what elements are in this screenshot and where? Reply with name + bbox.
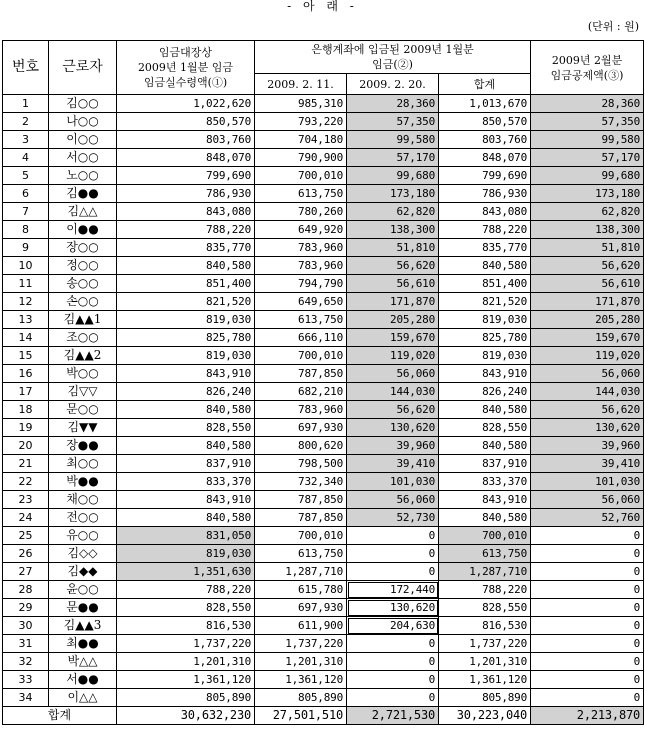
cell-deduction: 56,060 [531,365,644,383]
cell-deduction: 51,810 [531,239,644,257]
cell-worker: 김◇◇ [49,545,117,563]
cell-paid-feb11: 697,930 [255,599,347,617]
cell-no: 12 [3,293,49,311]
cell-worker: 채○○ [49,491,117,509]
header-deduct-line1: 2009년 2월분 [551,53,623,67]
cell-paid-feb11: 1,287,710 [255,563,347,581]
cell-paid-feb11: 611,900 [255,617,347,635]
cell-paid-total: 788,220 [439,581,531,599]
cell-paid-feb11: 666,110 [255,329,347,347]
cell-paid-feb11: 649,650 [255,293,347,311]
cell-no: 3 [3,131,49,149]
table-row [3,455,644,473]
cell-worker: 손○○ [49,293,117,311]
cell-ledger-amount: 1,361,120 [117,671,255,689]
cell-paid-feb11: 787,850 [255,365,347,383]
cell-paid-total: 843,910 [439,491,531,509]
cell-no: 21 [3,455,49,473]
cell-no: 11 [3,275,49,293]
cell-paid-total: 1,201,310 [439,653,531,671]
cell-deduction: 0 [531,689,644,707]
cell-paid-total: 819,030 [439,311,531,329]
table-row [3,581,644,599]
cell-deduction: 57,350 [531,113,644,131]
cell-paid-total: 840,580 [439,437,531,455]
cell-ledger-amount: 1,737,220 [117,635,255,653]
cell-worker: 조○○ [49,329,117,347]
cell-deduction: 56,620 [531,257,644,275]
cell-paid-feb20: 130,620 [347,419,439,437]
cell-paid-total: 799,690 [439,167,531,185]
cell-ledger-amount: 831,050 [117,527,255,545]
cell-paid-feb20: 56,060 [347,365,439,383]
cell-worker: 김○○ [49,95,117,113]
table-row [3,131,644,149]
table-row [3,347,644,365]
cell-ledger-amount: 840,580 [117,401,255,419]
cell-paid-feb20: 0 [347,671,439,689]
total-ledger: 30,632,230 [117,707,255,725]
cell-paid-total: 848,070 [439,149,531,167]
cell-paid-feb11: 1,361,120 [255,671,347,689]
cell-paid-total: 825,780 [439,329,531,347]
cell-paid-feb11: 783,960 [255,239,347,257]
cell-paid-total: 843,080 [439,203,531,221]
cell-paid-feb11: 732,340 [255,473,347,491]
cell-deduction: 99,580 [531,131,644,149]
cell-deduction: 130,620 [531,419,644,437]
cell-paid-feb20: 130,620 [347,599,439,617]
cell-paid-feb20: 99,580 [347,131,439,149]
table-row [3,599,644,617]
cell-deduction: 99,680 [531,167,644,185]
cell-paid-feb11: 700,010 [255,167,347,185]
cell-deduction: 0 [531,599,644,617]
cell-paid-total: 803,760 [439,131,531,149]
cell-ledger-amount: 1,022,620 [117,95,255,113]
table-row [3,95,644,113]
cell-no: 22 [3,473,49,491]
cell-worker: 서○○ [49,149,117,167]
table-row [3,401,644,419]
cell-worker: 박○○ [49,365,117,383]
cell-paid-feb20: 52,730 [347,509,439,527]
cell-worker: 이○○ [49,131,117,149]
cell-paid-feb20: 0 [347,563,439,581]
table-row [3,509,644,527]
cell-no: 24 [3,509,49,527]
cell-ledger-amount: 788,220 [117,581,255,599]
total-paid: 30,223,040 [439,707,531,725]
cell-ledger-amount: 850,570 [117,113,255,131]
table-row [3,635,644,653]
cell-paid-feb11: 783,960 [255,401,347,419]
cell-paid-feb11: 787,850 [255,491,347,509]
cell-worker: 서●● [49,671,117,689]
cell-no: 27 [3,563,49,581]
cell-paid-total: 1,361,120 [439,671,531,689]
cell-paid-total: 840,580 [439,401,531,419]
cell-paid-total: 826,240 [439,383,531,401]
cell-ledger-amount: 821,520 [117,293,255,311]
cell-worker: 나○○ [49,113,117,131]
header-bank-line2: 임금(②) [372,58,413,71]
cell-paid-total: 1,013,670 [439,95,531,113]
cell-paid-total: 835,770 [439,239,531,257]
cell-ledger-amount: 1,201,310 [117,653,255,671]
cell-paid-feb20: 205,280 [347,311,439,329]
cell-no: 1 [3,95,49,113]
cell-paid-feb11: 613,750 [255,545,347,563]
cell-ledger-amount: 826,240 [117,383,255,401]
cell-worker: 노○○ [49,167,117,185]
cell-no: 10 [3,257,49,275]
cell-deduction: 56,620 [531,401,644,419]
cell-paid-feb11: 704,180 [255,131,347,149]
cell-worker: 정○○ [49,257,117,275]
cell-deduction: 144,030 [531,383,644,401]
header-ledger-line3: 임금실수령액(①) [143,76,228,89]
cell-no: 31 [3,635,49,653]
cell-worker: 전○○ [49,509,117,527]
cell-ledger-amount: 840,580 [117,437,255,455]
cell-ledger-amount: 837,910 [117,455,255,473]
cell-ledger-amount: 819,030 [117,545,255,563]
cell-paid-feb20: 138,300 [347,221,439,239]
cell-paid-feb20: 28,360 [347,95,439,113]
cell-no: 26 [3,545,49,563]
cell-paid-total: 843,910 [439,365,531,383]
cell-paid-feb11: 613,750 [255,311,347,329]
cell-paid-total: 851,400 [439,275,531,293]
cell-paid-feb20: 171,870 [347,293,439,311]
cell-paid-feb20: 62,820 [347,203,439,221]
cell-worker: 최●● [49,635,117,653]
cell-paid-feb20: 0 [347,635,439,653]
cell-worker: 김◆◆ [49,563,117,581]
cell-deduction: 0 [531,671,644,689]
table-row [3,491,644,509]
table-row [3,293,644,311]
cell-ledger-amount: 799,690 [117,167,255,185]
cell-paid-feb20: 57,170 [347,149,439,167]
cell-paid-feb20: 101,030 [347,473,439,491]
cell-paid-feb11: 697,930 [255,419,347,437]
cell-deduction: 138,300 [531,221,644,239]
cell-ledger-amount: 828,550 [117,419,255,437]
table-row [3,437,644,455]
cell-paid-feb11: 985,310 [255,95,347,113]
cell-paid-total: 840,580 [439,509,531,527]
cell-no: 8 [3,221,49,239]
header-ledger-line1: 임금대장상 [158,46,213,59]
cell-paid-total: 821,520 [439,293,531,311]
cell-paid-feb20: 0 [347,545,439,563]
cell-no: 14 [3,329,49,347]
cell-paid-feb20: 0 [347,527,439,545]
total-row [3,707,644,725]
cell-ledger-amount: 833,370 [117,473,255,491]
cell-paid-feb11: 613,750 [255,185,347,203]
cell-paid-feb20: 56,620 [347,401,439,419]
cell-worker: 문○○ [49,401,117,419]
cell-deduction: 119,020 [531,347,644,365]
cell-no: 29 [3,599,49,617]
cell-no: 17 [3,383,49,401]
cell-deduction: 0 [531,545,644,563]
cell-deduction: 205,280 [531,311,644,329]
cell-paid-feb20: 56,610 [347,275,439,293]
cell-deduction: 0 [531,527,644,545]
table-row [3,203,644,221]
cell-paid-feb11: 800,620 [255,437,347,455]
unit-note: (단위 : 원) [587,20,639,33]
table-row [3,257,644,275]
cell-paid-feb11: 780,260 [255,203,347,221]
cell-no: 32 [3,653,49,671]
cell-deduction: 62,820 [531,203,644,221]
cell-deduction: 159,670 [531,329,644,347]
cell-paid-feb11: 790,900 [255,149,347,167]
cell-worker: 김▲▲1 [49,311,117,329]
cell-worker: 김●● [49,185,117,203]
cell-worker: 김▲▲3 [49,617,117,635]
cell-no: 6 [3,185,49,203]
cell-paid-feb20: 57,350 [347,113,439,131]
cell-worker: 장●● [49,437,117,455]
table-row [3,545,644,563]
cell-paid-total: 788,220 [439,221,531,239]
cell-paid-total: 833,370 [439,473,531,491]
cell-paid-total: 840,580 [439,257,531,275]
cell-worker: 박●● [49,473,117,491]
header-date1: 2009. 2. 11. [255,74,347,95]
cell-no: 19 [3,419,49,437]
cell-paid-total: 837,910 [439,455,531,473]
cell-paid-total: 786,930 [439,185,531,203]
cell-paid-feb20: 39,410 [347,455,439,473]
cell-paid-feb11: 805,890 [255,689,347,707]
total-feb20: 2,721,530 [347,707,439,725]
cell-worker: 이△△ [49,689,117,707]
cell-deduction: 0 [531,653,644,671]
cell-paid-total: 828,550 [439,419,531,437]
cell-paid-feb20: 159,670 [347,329,439,347]
header-ledger-line2: 2009년 1월분 임금 [137,61,234,74]
cell-ledger-amount: 848,070 [117,149,255,167]
cell-deduction: 0 [531,563,644,581]
cell-no: 7 [3,203,49,221]
cell-paid-feb11: 798,500 [255,455,347,473]
cell-no: 15 [3,347,49,365]
cell-worker: 김▲▲2 [49,347,117,365]
cell-ledger-amount: 840,580 [117,257,255,275]
table-row [3,671,644,689]
cell-deduction: 39,410 [531,455,644,473]
cell-paid-feb20: 39,960 [347,437,439,455]
cell-no: 34 [3,689,49,707]
cell-paid-total: 850,570 [439,113,531,131]
table-row [3,383,644,401]
cell-paid-feb20: 144,030 [347,383,439,401]
cell-paid-total: 819,030 [439,347,531,365]
cell-paid-feb11: 1,737,220 [255,635,347,653]
cell-no: 28 [3,581,49,599]
header-deduct [531,41,644,95]
header-bank-group [255,41,531,74]
cell-no: 2 [3,113,49,131]
cell-paid-feb20: 56,060 [347,491,439,509]
cell-paid-feb20: 51,810 [347,239,439,257]
cell-worker: 김△△ [49,203,117,221]
cell-paid-feb20: 56,620 [347,257,439,275]
cell-deduction: 0 [531,617,644,635]
cell-ledger-amount: 843,910 [117,365,255,383]
cell-deduction: 101,030 [531,473,644,491]
cell-no: 25 [3,527,49,545]
table-row [3,311,644,329]
header-bank-total: 합계 [439,74,531,95]
cell-paid-feb11: 700,010 [255,347,347,365]
cell-ledger-amount: 803,760 [117,131,255,149]
cell-ledger-amount: 816,530 [117,617,255,635]
cell-no: 23 [3,491,49,509]
cell-worker: 박△△ [49,653,117,671]
cell-deduction: 52,760 [531,509,644,527]
total-feb11: 27,501,510 [255,707,347,725]
total-label: 합계 [3,707,117,725]
cell-paid-feb20: 0 [347,653,439,671]
cell-worker: 이●● [49,221,117,239]
table-row [3,275,644,293]
table-row [3,221,644,239]
table-row [3,419,644,437]
table-row [3,239,644,257]
cell-paid-total: 700,010 [439,527,531,545]
table-row [3,689,644,707]
cell-paid-feb20: 0 [347,689,439,707]
table-row [3,653,644,671]
cell-deduction: 56,610 [531,275,644,293]
cell-no: 5 [3,167,49,185]
cell-paid-total: 805,890 [439,689,531,707]
cell-no: 30 [3,617,49,635]
cell-worker: 장○○ [49,239,117,257]
cell-paid-total: 1,287,710 [439,563,531,581]
cell-paid-feb20: 172,440 [347,581,439,599]
header-deduct-line2: 임금공제액(③) [550,68,624,82]
cell-ledger-amount: 835,770 [117,239,255,257]
cell-paid-feb11: 1,201,310 [255,653,347,671]
cell-paid-feb11: 700,010 [255,527,347,545]
cell-deduction: 173,180 [531,185,644,203]
cell-deduction: 171,870 [531,293,644,311]
wage-table [2,40,644,725]
table-row [3,329,644,347]
cell-paid-feb20: 173,180 [347,185,439,203]
header-no: 번호 [3,41,49,95]
table-row [3,185,644,203]
table-row [3,365,644,383]
cell-deduction: 57,170 [531,149,644,167]
cell-no: 16 [3,365,49,383]
table-row [3,473,644,491]
table-row [3,527,644,545]
cell-paid-feb11: 793,220 [255,113,347,131]
cell-paid-feb11: 794,790 [255,275,347,293]
table-row [3,563,644,581]
header-bank-line1: 은행계좌에 입금된 2009년 1월분 [311,43,474,56]
total-deduction: 2,213,870 [531,707,644,725]
cell-ledger-amount: 819,030 [117,311,255,329]
cell-no: 4 [3,149,49,167]
section-heading: - 아 래 - [287,0,358,13]
cell-ledger-amount: 843,080 [117,203,255,221]
table-body [3,95,644,725]
cell-worker: 김▽▽ [49,383,117,401]
cell-paid-total: 1,737,220 [439,635,531,653]
cell-deduction: 0 [531,581,644,599]
header-date2: 2009. 2. 20. [347,74,439,95]
cell-no: 13 [3,311,49,329]
cell-no: 20 [3,437,49,455]
cell-deduction: 28,360 [531,95,644,113]
cell-no: 9 [3,239,49,257]
table-row [3,167,644,185]
table-row [3,149,644,167]
cell-paid-feb20: 119,020 [347,347,439,365]
cell-ledger-amount: 805,890 [117,689,255,707]
cell-paid-total: 828,550 [439,599,531,617]
cell-paid-feb20: 204,630 [347,617,439,635]
cell-ledger-amount: 788,220 [117,221,255,239]
cell-paid-feb11: 682,210 [255,383,347,401]
cell-ledger-amount: 828,550 [117,599,255,617]
cell-ledger-amount: 851,400 [117,275,255,293]
table-row [3,617,644,635]
header-worker: 근로자 [49,41,117,95]
cell-ledger-amount: 825,780 [117,329,255,347]
cell-ledger-amount: 840,580 [117,509,255,527]
cell-no: 18 [3,401,49,419]
cell-paid-total: 816,530 [439,617,531,635]
cell-deduction: 56,060 [531,491,644,509]
cell-worker: 김▼▼ [49,419,117,437]
cell-worker: 윤○○ [49,581,117,599]
cell-ledger-amount: 1,351,630 [117,563,255,581]
cell-paid-feb11: 649,920 [255,221,347,239]
cell-worker: 문●● [49,599,117,617]
cell-no: 33 [3,671,49,689]
cell-paid-feb20: 99,680 [347,167,439,185]
cell-paid-feb11: 787,850 [255,509,347,527]
cell-worker: 최○○ [49,455,117,473]
cell-ledger-amount: 819,030 [117,347,255,365]
cell-deduction: 0 [531,635,644,653]
cell-paid-total: 613,750 [439,545,531,563]
cell-worker: 유○○ [49,527,117,545]
cell-ledger-amount: 786,930 [117,185,255,203]
header-ledger [117,41,255,95]
table-row [3,113,644,131]
cell-ledger-amount: 843,910 [117,491,255,509]
cell-deduction: 39,960 [531,437,644,455]
cell-paid-feb11: 783,960 [255,257,347,275]
cell-paid-feb11: 615,780 [255,581,347,599]
cell-worker: 송○○ [49,275,117,293]
